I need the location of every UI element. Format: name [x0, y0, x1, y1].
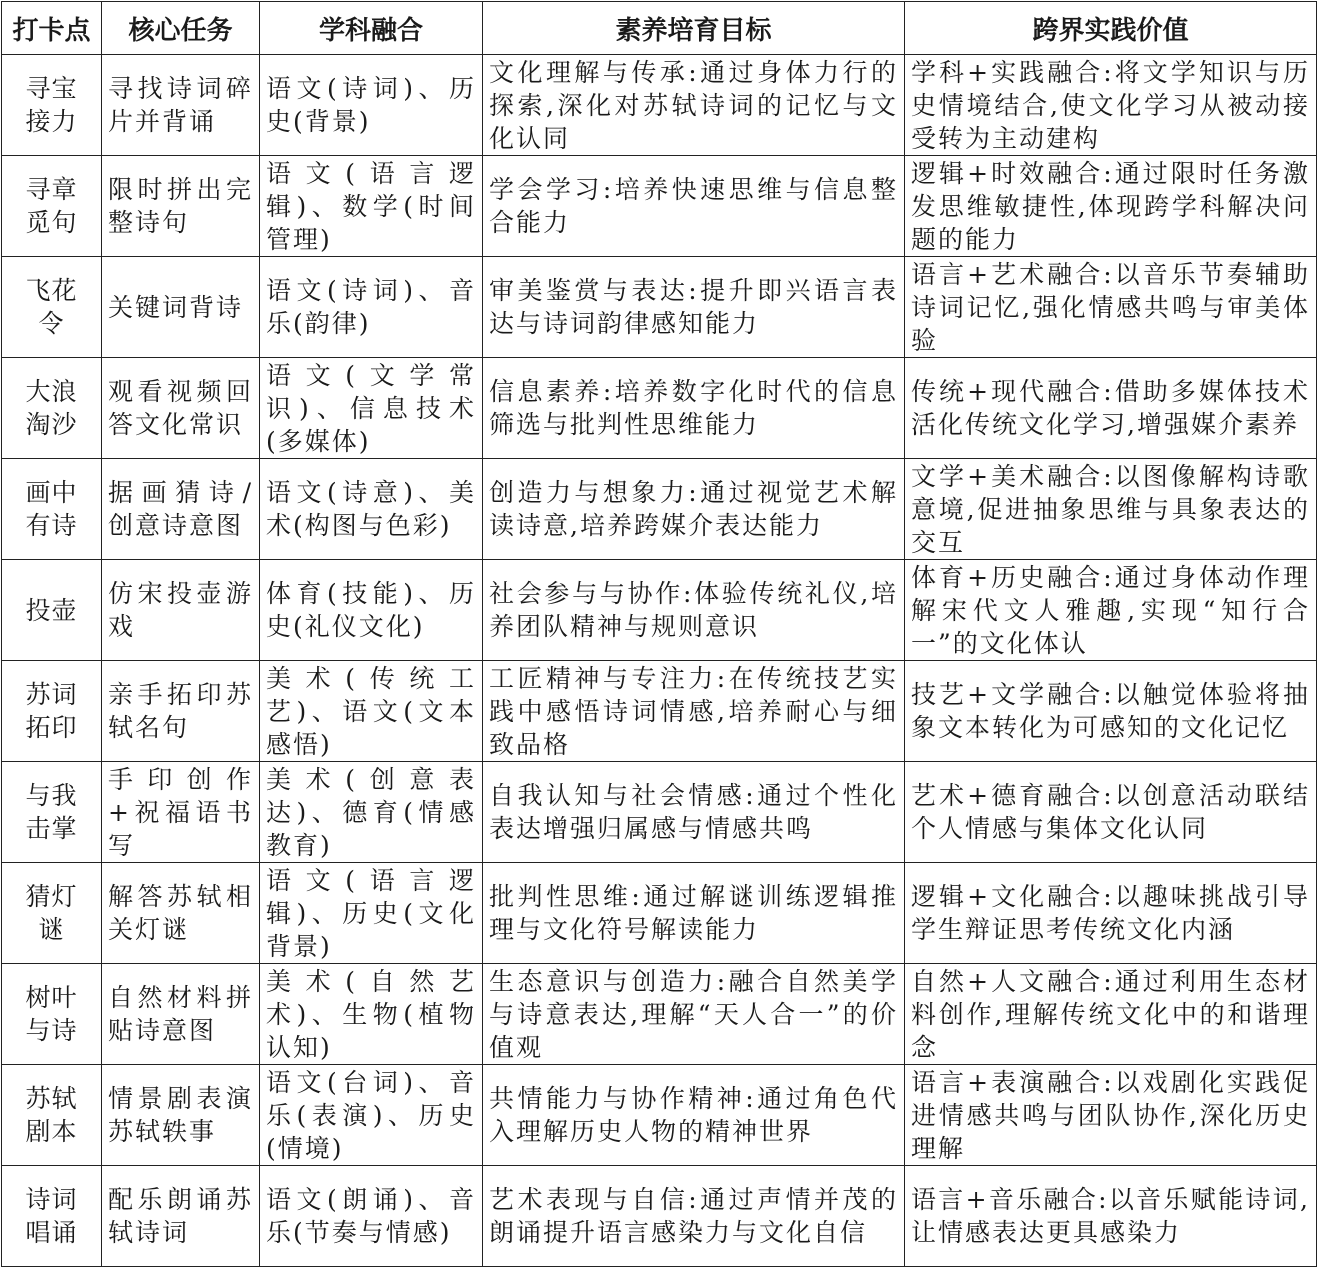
header-literacy-goal: 素养培育目标 — [483, 2, 905, 55]
value-cell: 语言+音乐融合:以音乐赋能诗词,让情感表达更具感染力 — [905, 1166, 1317, 1267]
value-cell: 技艺+文学融合:以触觉体验将抽象文本转化为可感知的文化记忆 — [905, 661, 1317, 762]
checkpoint-cell: 寻章觅句 — [2, 156, 102, 257]
table-row — [2, 55, 1317, 156]
table-row — [2, 459, 1317, 560]
subject-cell: 语文(诗词)、历史(背景) — [260, 55, 483, 156]
goal-cell: 共情能力与协作精神:通过角色代入理解历史人物的精神世界 — [483, 1065, 905, 1166]
core-task-cell: 限时拼出完整诗句 — [102, 156, 260, 257]
goal-cell: 信息素养:培养数字化时代的信息筛选与批判性思维能力 — [483, 358, 905, 459]
value-cell: 逻辑+时效融合:通过限时任务激发思维敏捷性,体现跨学科解决问题的能力 — [905, 156, 1317, 257]
table-row — [2, 257, 1317, 358]
table-row — [2, 358, 1317, 459]
checkpoint-cell: 猜灯谜 — [2, 863, 102, 964]
checkpoint-cell: 投壶 — [2, 560, 102, 661]
checkpoint-cell: 画中有诗 — [2, 459, 102, 560]
goal-cell: 社会参与与协作:体验传统礼仪,培养团队精神与规则意识 — [483, 560, 905, 661]
core-task-cell: 配乐朗诵苏轼诗词 — [102, 1166, 260, 1267]
table-row — [2, 1166, 1317, 1267]
subject-cell: 语文(诗词)、音乐(韵律) — [260, 257, 483, 358]
core-task-cell: 自然材料拼贴诗意图 — [102, 964, 260, 1065]
value-cell: 学科+实践融合:将文学知识与历史情境结合,使文化学习从被动接受转为主动建构 — [905, 55, 1317, 156]
subject-cell: 美术(传统工艺)、语文(文本感悟) — [260, 661, 483, 762]
goal-cell: 审美鉴赏与表达:提升即兴语言表达与诗词韵律感知能力 — [483, 257, 905, 358]
core-task-cell: 亲手拓印苏轼名句 — [102, 661, 260, 762]
core-task-cell: 手印创作+祝福语书写 — [102, 762, 260, 863]
core-task-cell: 情景剧表演苏轼轶事 — [102, 1065, 260, 1166]
table-row — [2, 863, 1317, 964]
activity-table — [1, 1, 1317, 1267]
table-row — [2, 661, 1317, 762]
subject-cell: 美术(自然艺术)、生物(植物认知) — [260, 964, 483, 1065]
value-cell: 自然+人文融合:通过利用生态材料创作,理解传统文化中的和谐理念 — [905, 964, 1317, 1065]
core-task-cell: 解答苏轼相关灯谜 — [102, 863, 260, 964]
goal-cell: 文化理解与传承:通过身体力行的探索,深化对苏轼诗词的记忆与文化认同 — [483, 55, 905, 156]
table-row — [2, 156, 1317, 257]
checkpoint-cell: 大浪淘沙 — [2, 358, 102, 459]
core-task-cell: 据画猜诗/创意诗意图 — [102, 459, 260, 560]
checkpoint-cell: 寻宝接力 — [2, 55, 102, 156]
goal-cell: 工匠精神与专注力:在传统技艺实践中感悟诗词情感,培养耐心与细致品格 — [483, 661, 905, 762]
value-cell: 语言+艺术融合:以音乐节奏辅助诗词记忆,强化情感共鸣与审美体验 — [905, 257, 1317, 358]
value-cell: 传统+现代融合:借助多媒体技术活化传统文化学习,增强媒介素养 — [905, 358, 1317, 459]
table-row — [2, 1065, 1317, 1166]
checkpoint-cell: 诗词唱诵 — [2, 1166, 102, 1267]
core-task-cell: 仿宋投壶游戏 — [102, 560, 260, 661]
table-row — [2, 560, 1317, 661]
value-cell: 体育+历史融合:通过身体动作理解宋代文人雅趣,实现“知行合一”的文化体认 — [905, 560, 1317, 661]
subject-cell: 语文(朗诵)、音乐(节奏与情感) — [260, 1166, 483, 1267]
header-checkpoint: 打卡点 — [2, 2, 102, 55]
subject-cell: 语文(台词)、音乐(表演)、历史(情境) — [260, 1065, 483, 1166]
subject-cell: 语文(文学常识)、信息技术(多媒体) — [260, 358, 483, 459]
goal-cell: 批判性思维:通过解谜训练逻辑推理与文化符号解读能力 — [483, 863, 905, 964]
checkpoint-cell: 与我击掌 — [2, 762, 102, 863]
goal-cell: 艺术表现与自信:通过声情并茂的朗诵提升语言感染力与文化自信 — [483, 1166, 905, 1267]
value-cell: 文学+美术融合:以图像解构诗歌意境,促进抽象思维与具象表达的交互 — [905, 459, 1317, 560]
subject-cell: 语文(诗意)、美术(构图与色彩) — [260, 459, 483, 560]
subject-cell: 语文(语言逻辑)、数学(时间管理) — [260, 156, 483, 257]
goal-cell: 创造力与想象力:通过视觉艺术解读诗意,培养跨媒介表达能力 — [483, 459, 905, 560]
goal-cell: 自我认知与社会情感:通过个性化表达增强归属感与情感共鸣 — [483, 762, 905, 863]
goal-cell: 学会学习:培养快速思维与信息整合能力 — [483, 156, 905, 257]
header-practice-value: 跨界实践价值 — [905, 2, 1317, 55]
subject-cell: 语文(语言逻辑)、历史(文化背景) — [260, 863, 483, 964]
subject-cell: 体育(技能)、历史(礼仪文化) — [260, 560, 483, 661]
table-row — [2, 762, 1317, 863]
core-task-cell: 关键词背诗 — [102, 257, 260, 358]
checkpoint-cell: 树叶与诗 — [2, 964, 102, 1065]
checkpoint-cell: 飞花令 — [2, 257, 102, 358]
value-cell: 艺术+德育融合:以创意活动联结个人情感与集体文化认同 — [905, 762, 1317, 863]
checkpoint-cell: 苏轼剧本 — [2, 1065, 102, 1166]
header-core-task: 核心任务 — [102, 2, 260, 55]
goal-cell: 生态意识与创造力:融合自然美学与诗意表达,理解“天人合一”的价值观 — [483, 964, 905, 1065]
core-task-cell: 观看视频回答文化常识 — [102, 358, 260, 459]
value-cell: 语言+表演融合:以戏剧化实践促进情感共鸣与团队协作,深化历史理解 — [905, 1065, 1317, 1166]
checkpoint-cell: 苏词拓印 — [2, 661, 102, 762]
value-cell: 逻辑+文化融合:以趣味挑战引导学生辩证思考传统文化内涵 — [905, 863, 1317, 964]
subject-cell: 美术(创意表达)、德育(情感教育) — [260, 762, 483, 863]
table-row — [2, 964, 1317, 1065]
header-subject-integration: 学科融合 — [260, 2, 483, 55]
core-task-cell: 寻找诗词碎片并背诵 — [102, 55, 260, 156]
header-row — [2, 2, 1317, 55]
